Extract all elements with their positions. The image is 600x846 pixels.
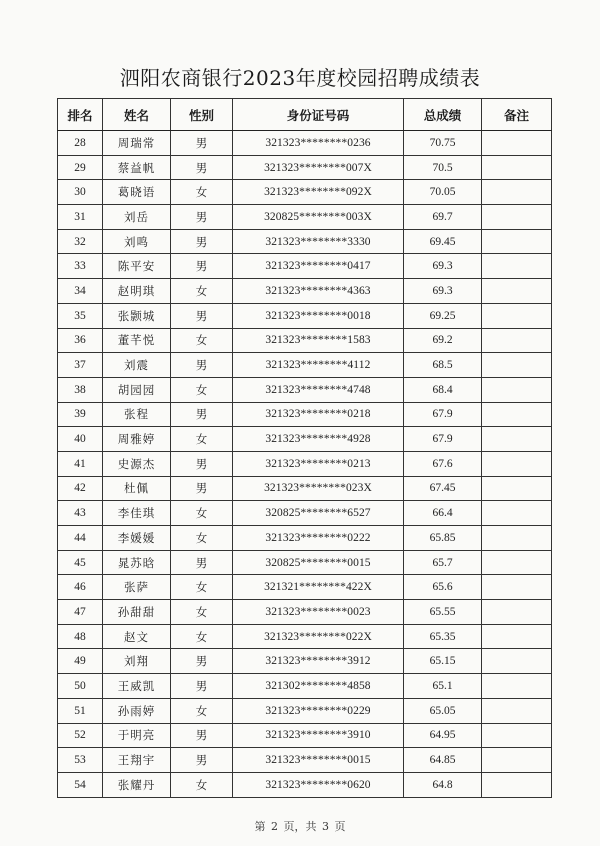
- cell-id-number: 321323********3910: [233, 723, 404, 748]
- column-header-name: 姓名: [103, 99, 171, 131]
- cell-id-number: 321323********4748: [233, 377, 404, 402]
- cell-name: 王威凯: [103, 674, 171, 699]
- table-row: [58, 723, 552, 748]
- cell-remarks: [482, 772, 552, 797]
- cell-gender: 女: [171, 624, 233, 649]
- table-row: [58, 501, 552, 526]
- cell-remarks: [482, 698, 552, 723]
- cell-id-number: 321323********3912: [233, 649, 404, 674]
- cell-rank: 29: [58, 155, 103, 180]
- cell-rank: 40: [58, 427, 103, 452]
- cell-name: 于明亮: [103, 723, 171, 748]
- cell-gender: 女: [171, 180, 233, 205]
- table-row: [58, 205, 552, 230]
- cell-total-score: 65.6: [404, 575, 482, 600]
- cell-total-score: 67.9: [404, 402, 482, 427]
- cell-name: 刘鸣: [103, 229, 171, 254]
- cell-total-score: 67.9: [404, 427, 482, 452]
- table-row: [58, 155, 552, 180]
- column-header-remarks: 备注: [482, 99, 552, 131]
- cell-name: 张程: [103, 402, 171, 427]
- cell-id-number: 321323********022X: [233, 624, 404, 649]
- cell-total-score: 64.85: [404, 748, 482, 773]
- table-row: [58, 353, 552, 378]
- cell-name: 史源杰: [103, 451, 171, 476]
- cell-gender: 男: [171, 402, 233, 427]
- cell-name: 刘震: [103, 353, 171, 378]
- cell-name: 孙雨婷: [103, 698, 171, 723]
- cell-remarks: [482, 476, 552, 501]
- cell-total-score: 65.05: [404, 698, 482, 723]
- table-row: [58, 427, 552, 452]
- cell-gender: 女: [171, 328, 233, 353]
- cell-rank: 48: [58, 624, 103, 649]
- cell-name: 董芊悦: [103, 328, 171, 353]
- cell-gender: 女: [171, 279, 233, 304]
- cell-name: 陈平安: [103, 254, 171, 279]
- cell-remarks: [482, 550, 552, 575]
- cell-name: 李佳琪: [103, 501, 171, 526]
- cell-id-number: 321323********092X: [233, 180, 404, 205]
- cell-name: 张萨: [103, 575, 171, 600]
- cell-gender: 男: [171, 303, 233, 328]
- column-header-total-score: 总成绩: [404, 99, 482, 131]
- cell-rank: 36: [58, 328, 103, 353]
- cell-total-score: 69.2: [404, 328, 482, 353]
- cell-remarks: [482, 748, 552, 773]
- cell-gender: 女: [171, 772, 233, 797]
- table-row: [58, 575, 552, 600]
- cell-remarks: [482, 427, 552, 452]
- cell-name: 蔡益帆: [103, 155, 171, 180]
- cell-rank: 49: [58, 649, 103, 674]
- cell-rank: 41: [58, 451, 103, 476]
- cell-name: 胡园园: [103, 377, 171, 402]
- cell-rank: 43: [58, 501, 103, 526]
- cell-remarks: [482, 600, 552, 625]
- cell-rank: 42: [58, 476, 103, 501]
- cell-total-score: 70.75: [404, 131, 482, 156]
- cell-id-number: 320825********003X: [233, 205, 404, 230]
- table-row: [58, 303, 552, 328]
- table-row: [58, 772, 552, 797]
- cell-gender: 男: [171, 649, 233, 674]
- cell-name: 晁苏晗: [103, 550, 171, 575]
- cell-name: 孙甜甜: [103, 600, 171, 625]
- cell-total-score: 65.55: [404, 600, 482, 625]
- column-header-gender: 性别: [171, 99, 233, 131]
- cell-total-score: 67.45: [404, 476, 482, 501]
- cell-rank: 52: [58, 723, 103, 748]
- cell-id-number: 321323********0023: [233, 600, 404, 625]
- cell-id-number: 321321********422X: [233, 575, 404, 600]
- cell-total-score: 65.35: [404, 624, 482, 649]
- cell-name: 赵明琪: [103, 279, 171, 304]
- cell-total-score: 64.8: [404, 772, 482, 797]
- table-row: [58, 526, 552, 551]
- cell-rank: 31: [58, 205, 103, 230]
- cell-name: 杜佩: [103, 476, 171, 501]
- cell-id-number: 321323********0620: [233, 772, 404, 797]
- cell-remarks: [482, 303, 552, 328]
- table-row: [58, 674, 552, 699]
- cell-gender: 男: [171, 723, 233, 748]
- table-row: [58, 624, 552, 649]
- cell-id-number: 321323********4928: [233, 427, 404, 452]
- table-row: [58, 254, 552, 279]
- cell-rank: 45: [58, 550, 103, 575]
- cell-id-number: 321323********007X: [233, 155, 404, 180]
- cell-rank: 47: [58, 600, 103, 625]
- cell-name: 刘岳: [103, 205, 171, 230]
- cell-gender: 男: [171, 451, 233, 476]
- cell-remarks: [482, 279, 552, 304]
- cell-rank: 39: [58, 402, 103, 427]
- cell-gender: 男: [171, 229, 233, 254]
- cell-gender: 男: [171, 674, 233, 699]
- cell-gender: 女: [171, 427, 233, 452]
- table-row: [58, 748, 552, 773]
- cell-total-score: 65.7: [404, 550, 482, 575]
- cell-id-number: 321323********4112: [233, 353, 404, 378]
- document-title: 泗阳农商银行2023年度校园招聘成绩表: [119, 66, 481, 90]
- cell-remarks: [482, 155, 552, 180]
- table-row: [58, 600, 552, 625]
- cell-total-score: 69.3: [404, 254, 482, 279]
- cell-total-score: 65.15: [404, 649, 482, 674]
- cell-id-number: 320825********6527: [233, 501, 404, 526]
- cell-total-score: 66.4: [404, 501, 482, 526]
- cell-id-number: 321323********0015: [233, 748, 404, 773]
- cell-rank: 44: [58, 526, 103, 551]
- cell-gender: 女: [171, 698, 233, 723]
- cell-gender: 女: [171, 575, 233, 600]
- cell-remarks: [482, 131, 552, 156]
- cell-gender: 男: [171, 748, 233, 773]
- cell-remarks: [482, 575, 552, 600]
- cell-remarks: [482, 501, 552, 526]
- cell-remarks: [482, 674, 552, 699]
- cell-id-number: 321323********023X: [233, 476, 404, 501]
- cell-rank: 30: [58, 180, 103, 205]
- table-row: [58, 279, 552, 304]
- cell-id-number: 321323********4363: [233, 279, 404, 304]
- cell-total-score: 67.6: [404, 451, 482, 476]
- cell-rank: 38: [58, 377, 103, 402]
- cell-rank: 35: [58, 303, 103, 328]
- table-row: [58, 451, 552, 476]
- cell-remarks: [482, 649, 552, 674]
- cell-name: 刘翔: [103, 649, 171, 674]
- cell-gender: 男: [171, 476, 233, 501]
- cell-gender: 男: [171, 353, 233, 378]
- cell-total-score: 68.4: [404, 377, 482, 402]
- cell-name: 周瑞常: [103, 131, 171, 156]
- cell-gender: 女: [171, 501, 233, 526]
- cell-id-number: 321323********0236: [233, 131, 404, 156]
- cell-total-score: 65.1: [404, 674, 482, 699]
- column-header-rank: 排名: [58, 99, 103, 131]
- table-row: [58, 476, 552, 501]
- cell-total-score: 69.25: [404, 303, 482, 328]
- cell-gender: 女: [171, 600, 233, 625]
- cell-rank: 37: [58, 353, 103, 378]
- table-row: [58, 328, 552, 353]
- cell-total-score: 68.5: [404, 353, 482, 378]
- cell-remarks: [482, 180, 552, 205]
- cell-gender: 女: [171, 526, 233, 551]
- cell-total-score: 70.5: [404, 155, 482, 180]
- cell-remarks: [482, 451, 552, 476]
- cell-remarks: [482, 254, 552, 279]
- table-row: [58, 131, 552, 156]
- cell-total-score: 69.45: [404, 229, 482, 254]
- page-number-footer: 第 2 页，共 3 页: [254, 820, 346, 833]
- cell-name: 王翔宇: [103, 748, 171, 773]
- cell-remarks: [482, 353, 552, 378]
- cell-id-number: 321323********0417: [233, 254, 404, 279]
- recruitment-score-table: [57, 98, 552, 798]
- cell-remarks: [482, 328, 552, 353]
- cell-total-score: 69.3: [404, 279, 482, 304]
- cell-remarks: [482, 402, 552, 427]
- cell-gender: 男: [171, 131, 233, 156]
- cell-id-number: 321323********0218: [233, 402, 404, 427]
- cell-remarks: [482, 624, 552, 649]
- cell-id-number: 321323********1583: [233, 328, 404, 353]
- cell-gender: 男: [171, 205, 233, 230]
- cell-id-number: 321323********0213: [233, 451, 404, 476]
- cell-rank: 54: [58, 772, 103, 797]
- cell-name: 李媛媛: [103, 526, 171, 551]
- cell-id-number: 321323********0018: [233, 303, 404, 328]
- table-row: [58, 698, 552, 723]
- table-row: [58, 229, 552, 254]
- table-body: [58, 131, 552, 798]
- cell-id-number: 321323********0222: [233, 526, 404, 551]
- cell-id-number: 321323********0229: [233, 698, 404, 723]
- table-row: [58, 180, 552, 205]
- cell-id-number: 320825********0015: [233, 550, 404, 575]
- cell-name: 张耀丹: [103, 772, 171, 797]
- table-row: [58, 402, 552, 427]
- cell-rank: 33: [58, 254, 103, 279]
- table-row: [58, 377, 552, 402]
- cell-gender: 女: [171, 377, 233, 402]
- cell-gender: 男: [171, 155, 233, 180]
- table-header-row: [58, 99, 552, 131]
- cell-remarks: [482, 205, 552, 230]
- cell-remarks: [482, 229, 552, 254]
- table-row: [58, 550, 552, 575]
- cell-name: 周雅婷: [103, 427, 171, 452]
- cell-name: 赵文: [103, 624, 171, 649]
- cell-total-score: 64.95: [404, 723, 482, 748]
- column-header-id-number: 身份证号码: [233, 99, 404, 131]
- cell-rank: 28: [58, 131, 103, 156]
- cell-rank: 51: [58, 698, 103, 723]
- cell-rank: 34: [58, 279, 103, 304]
- cell-gender: 男: [171, 254, 233, 279]
- cell-remarks: [482, 377, 552, 402]
- cell-remarks: [482, 526, 552, 551]
- cell-total-score: 69.7: [404, 205, 482, 230]
- cell-total-score: 65.85: [404, 526, 482, 551]
- cell-rank: 32: [58, 229, 103, 254]
- cell-rank: 46: [58, 575, 103, 600]
- cell-name: 葛晓语: [103, 180, 171, 205]
- cell-total-score: 70.05: [404, 180, 482, 205]
- cell-rank: 53: [58, 748, 103, 773]
- cell-rank: 50: [58, 674, 103, 699]
- table-row: [58, 649, 552, 674]
- cell-remarks: [482, 723, 552, 748]
- cell-id-number: 321323********3330: [233, 229, 404, 254]
- cell-id-number: 321302********4858: [233, 674, 404, 699]
- cell-name: 张颢城: [103, 303, 171, 328]
- cell-gender: 男: [171, 550, 233, 575]
